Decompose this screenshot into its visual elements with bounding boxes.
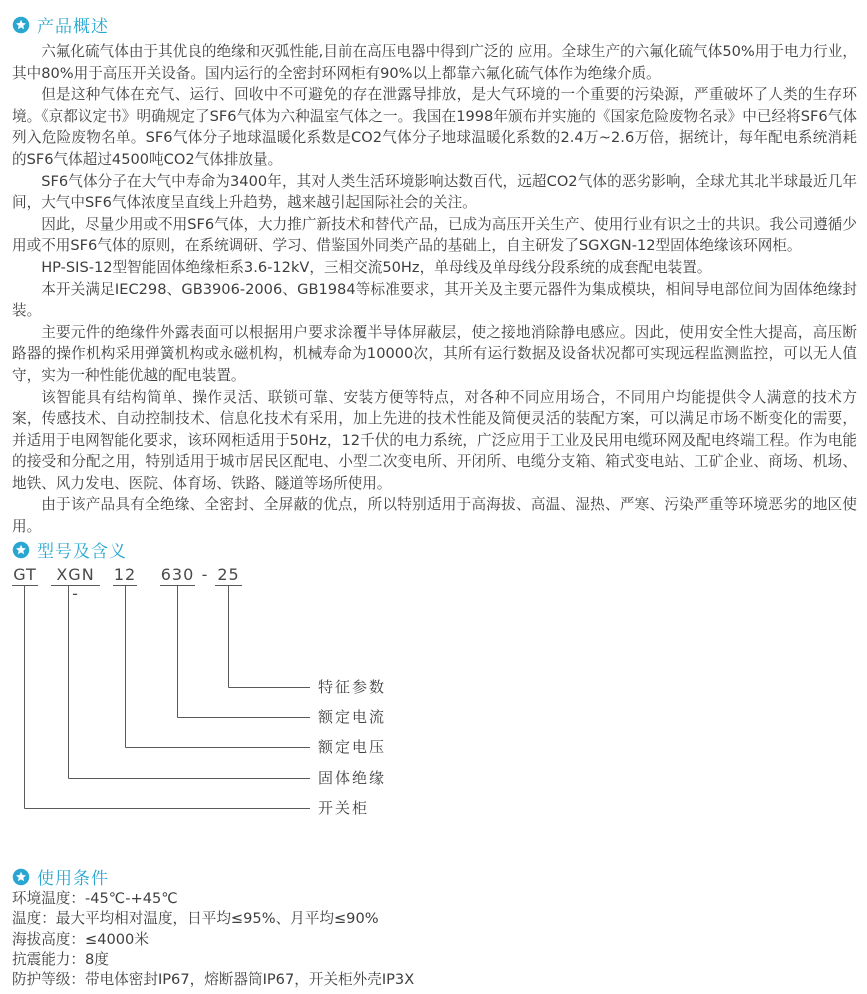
model-label-switchgear: 开关柜 <box>318 799 370 817</box>
model-designation-diagram <box>0 565 867 855</box>
model-segment-type: XGN - <box>51 565 100 586</box>
model-segment-dash: - <box>201 565 209 584</box>
condition-altitude: 海拔高度：≤4000米 <box>12 930 149 948</box>
model-segment-parameter: 25 <box>215 565 242 586</box>
paragraph-7: 主要元件的绝缘件外露表面可以根据用户要求涂覆半导体屏蔽层，使之接地消除静电感应。因此，使用安全性大提高，高压断路器的操作机构采用弹簧机构或永磁机构，机械寿命为10000次，其所有运行数据及设备状况都可实现远程监测监控，可以无人值守，实为一种性能优越的配电装置。 <box>12 323 857 384</box>
overview-paragraphs <box>12 41 857 538</box>
model-label-current: 额定电流 <box>318 708 387 726</box>
model-segment-voltage: 12 <box>113 565 137 584</box>
paragraph-1: 六氟化硫气体由于其优良的绝缘和灭弧性能,目前在高压电器中得到广泛的 应用。全球生产的六氟化硫气体50%用于电力行业，其中80%用于高压开关设备。国内运行的全密封环网柜有90%以上都靠六氟化硫气体作为绝缘介质。 <box>12 43 857 82</box>
star-circle-icon <box>12 541 30 559</box>
paragraph-8: 该智能具有结构简单、操作灵活、联锁可靠、安装方便等特点，对各种不同应用场合，不同用户均能提供令人满意的技术方案，传感技术、自动控制技术、信息化技术有采用，加上先进的技术性能及简便灵活的装配方案，可以满足市场不断变化的需要，并适用于电网智能化要求，该环网柜适用于50Hz，12千伏的电力系统，广泛应用于工业及民用电缆环网及配电终端工程。作为电能的接受和分配之用，特别适用于城市居民区配电、小型二次变电所、开闭所、电缆分支箱、箱式变电站、工矿企业、商场、机场、地铁、风力发电、医院、体育场、铁路、隧道等场所使用。 <box>12 388 857 492</box>
condition-humidity: 温度：最大平均相对温度，日平均≤95%、月平均≤90% <box>12 910 379 928</box>
star-circle-icon <box>12 16 30 34</box>
section-title-model: 型号及含义 <box>37 542 127 562</box>
condition-protection-rating: 防护等级：带电体密封IP67，熔断器筒IP67，开关柜外壳IP3X <box>12 971 415 989</box>
model-label-parameter: 特征参数 <box>318 678 387 696</box>
model-label-voltage: 额定电压 <box>318 738 387 756</box>
model-label-insulation: 固体绝缘 <box>318 769 387 787</box>
paragraph-5: HP-SIS-12型智能固体绝缘柜系3.6-12kV，三相交流50Hz，单母线及单母线分段系统的成套配电装置。 <box>41 258 712 276</box>
paragraph-4: 因此，尽量少用或不用SF6气体，大力推广新技术和替代产品，已成为高压开关生产、使用行业有识之士的共识。我公司遵循少用或不用SF6气体的原则，在系统调研、学习、借鉴国外同类产品的基础上，自主研发了SGXGN-12型固体绝缘该环网柜。 <box>12 215 857 255</box>
condition-ambient-temperature: 环境温度：-45℃-+45℃ <box>12 890 178 907</box>
paragraph-3: SF6气体分子在大气中寿命为3400年，其对人类生活环境影响达数百代，远超CO2气体的恶劣影响，全球尤其北半球最近几年间，大气中SF6气体浓度呈直线上升趋势，越来越引起国际社会的关注。 <box>12 172 857 212</box>
section-title-conditions: 使用条件 <box>37 869 109 889</box>
paragraph-9: 由于该产品具有全绝缘、全密封、全屏蔽的优点，所以特别适用于高海拔、高温、湿热、严寒、污染严重等环境恶劣的地区使用。 <box>12 496 857 536</box>
star-circle-icon <box>12 868 30 886</box>
model-segment-series: GT <box>13 565 37 584</box>
section-header-conditions <box>12 864 109 889</box>
conditions-list <box>12 889 857 990</box>
section-title-overview: 产品概述 <box>37 17 109 37</box>
section-header-model <box>12 537 127 562</box>
model-diagram-lines <box>0 585 867 825</box>
model-segment-current: 630 <box>160 565 195 584</box>
section-header-overview <box>12 12 109 37</box>
condition-seismic: 抗震能力：8度 <box>12 950 109 968</box>
paragraph-6: 本开关满足IEC298、GB3906-2006、GB1984等标准要求，其开关及主要元器件为集成模块，相间导电部位间为固体绝缘封装。 <box>12 280 857 320</box>
paragraph-2: 但是这种气体在充气、运行、回收中不可避免的存在泄露导排放，是大气环境的一个重要的污染源，严重破坏了人类的生存环境。《京都议定书》明确规定了SF6气体为六种温室气体之一。我国在1998年颁布并实施的《国家危险废物名录》中已经将SF6气体列入危险废物名单。SF6气体分子地球温暖化系数是CO2气体分子地球温暖化系数的2.4万~2.6万倍，据统计，每年配电系统消耗的SF6气体超过4500吨CO2气体排放量。 <box>12 86 857 168</box>
